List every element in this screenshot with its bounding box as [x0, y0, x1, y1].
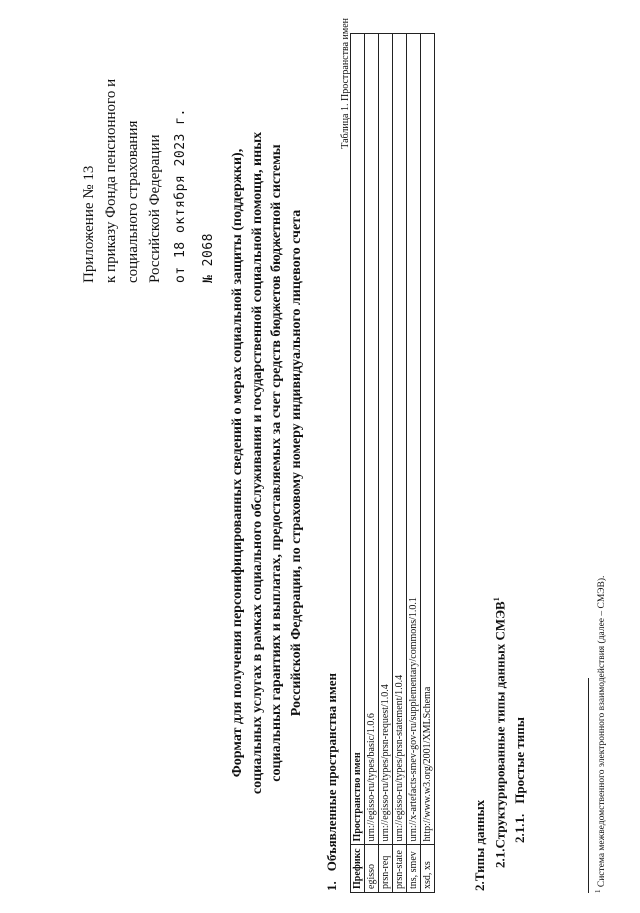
- namespace-cell: urn://egisso-ru/types/prsn-statement/1.0.4: [393, 34, 407, 845]
- table-header-row: [351, 34, 365, 893]
- footnote-reference: 1: [492, 597, 501, 602]
- title-line: Формат для получения персонифицированных сведений о мерах социальной защиты (поддержки),: [230, 148, 245, 778]
- namespace-cell: urn://x-artefacts-smev-gov-ru/supplementary/commons/1.0.1: [407, 34, 421, 845]
- appendix-block: [78, 79, 220, 283]
- section-2-1-1-heading: [512, 717, 528, 843]
- prefix-cell: egisso: [365, 845, 379, 893]
- prefix-cell: prsn-state: [393, 845, 407, 893]
- prefix-cell: prsn-req: [379, 845, 393, 893]
- table-row: [393, 34, 407, 893]
- prefix-cell: tns, smev: [407, 845, 421, 893]
- table-caption: Таблица 1. Пространства имен: [340, 18, 351, 149]
- section-title: Типы данных: [472, 799, 487, 882]
- appendix-date: от 18 октября 2023 г.: [173, 108, 188, 283]
- section-2-1-heading: [492, 597, 508, 868]
- section-title: Структурированные типы данных СМЭВ: [492, 601, 508, 849]
- section-number: 2.1.1.: [512, 813, 527, 843]
- table-row: [379, 34, 393, 893]
- prefix-cell: xsd, xs: [421, 845, 435, 893]
- column-header-namespace: Пространство имен: [351, 34, 365, 845]
- footnote-divider: [588, 678, 589, 893]
- table-row: [365, 34, 379, 893]
- section-number: 2.: [472, 881, 487, 891]
- title-line: социальных гарантиях и выплатах, предоставляемых за счет средств бюджетов бюджетной системы: [269, 144, 284, 782]
- section-number: 1.: [324, 881, 339, 891]
- appendix-line: Приложение № 13: [81, 165, 97, 283]
- appendix-line: к приказу Фонда пенсионного и: [103, 78, 119, 283]
- document-title: [228, 83, 306, 843]
- section-title: Объявленные пространства имен: [324, 673, 339, 872]
- namespace-cell: urn://egisso-ru/types/basic/1.0.6: [365, 34, 379, 845]
- title-line: социальных услугах в рамках социального обслуживания и государственной социальной помощи, иных: [249, 131, 265, 795]
- section-1-heading: [324, 673, 340, 891]
- appendix-line: Российской Федерации: [147, 134, 163, 283]
- appendix-line: социального страхования: [125, 120, 141, 283]
- table-row: [407, 34, 421, 893]
- footnote: [594, 576, 607, 893]
- appendix-number: № 2068: [201, 233, 216, 283]
- footnote-text: Система межведомственного электронного взаимодействия (далее – СМЭВ).: [597, 575, 608, 888]
- section-number: 2.1.: [492, 848, 508, 868]
- section-title: Простые типы: [512, 717, 527, 804]
- namespace-cell: urn://egisso-ru/types/prsn-request/1.0.4: [379, 34, 393, 845]
- footnote-mark: 1: [594, 889, 602, 893]
- namespaces-table: [350, 33, 435, 893]
- section-2-heading: [472, 800, 488, 891]
- namespace-cell: http://www.w3.org/2001/XMLSchema: [421, 34, 435, 845]
- table-row: [421, 34, 435, 893]
- column-header-prefix: Префикс: [351, 845, 365, 893]
- title-line: Российской Федерации, по страховому номеру индивидуального лицевого счета: [288, 209, 304, 717]
